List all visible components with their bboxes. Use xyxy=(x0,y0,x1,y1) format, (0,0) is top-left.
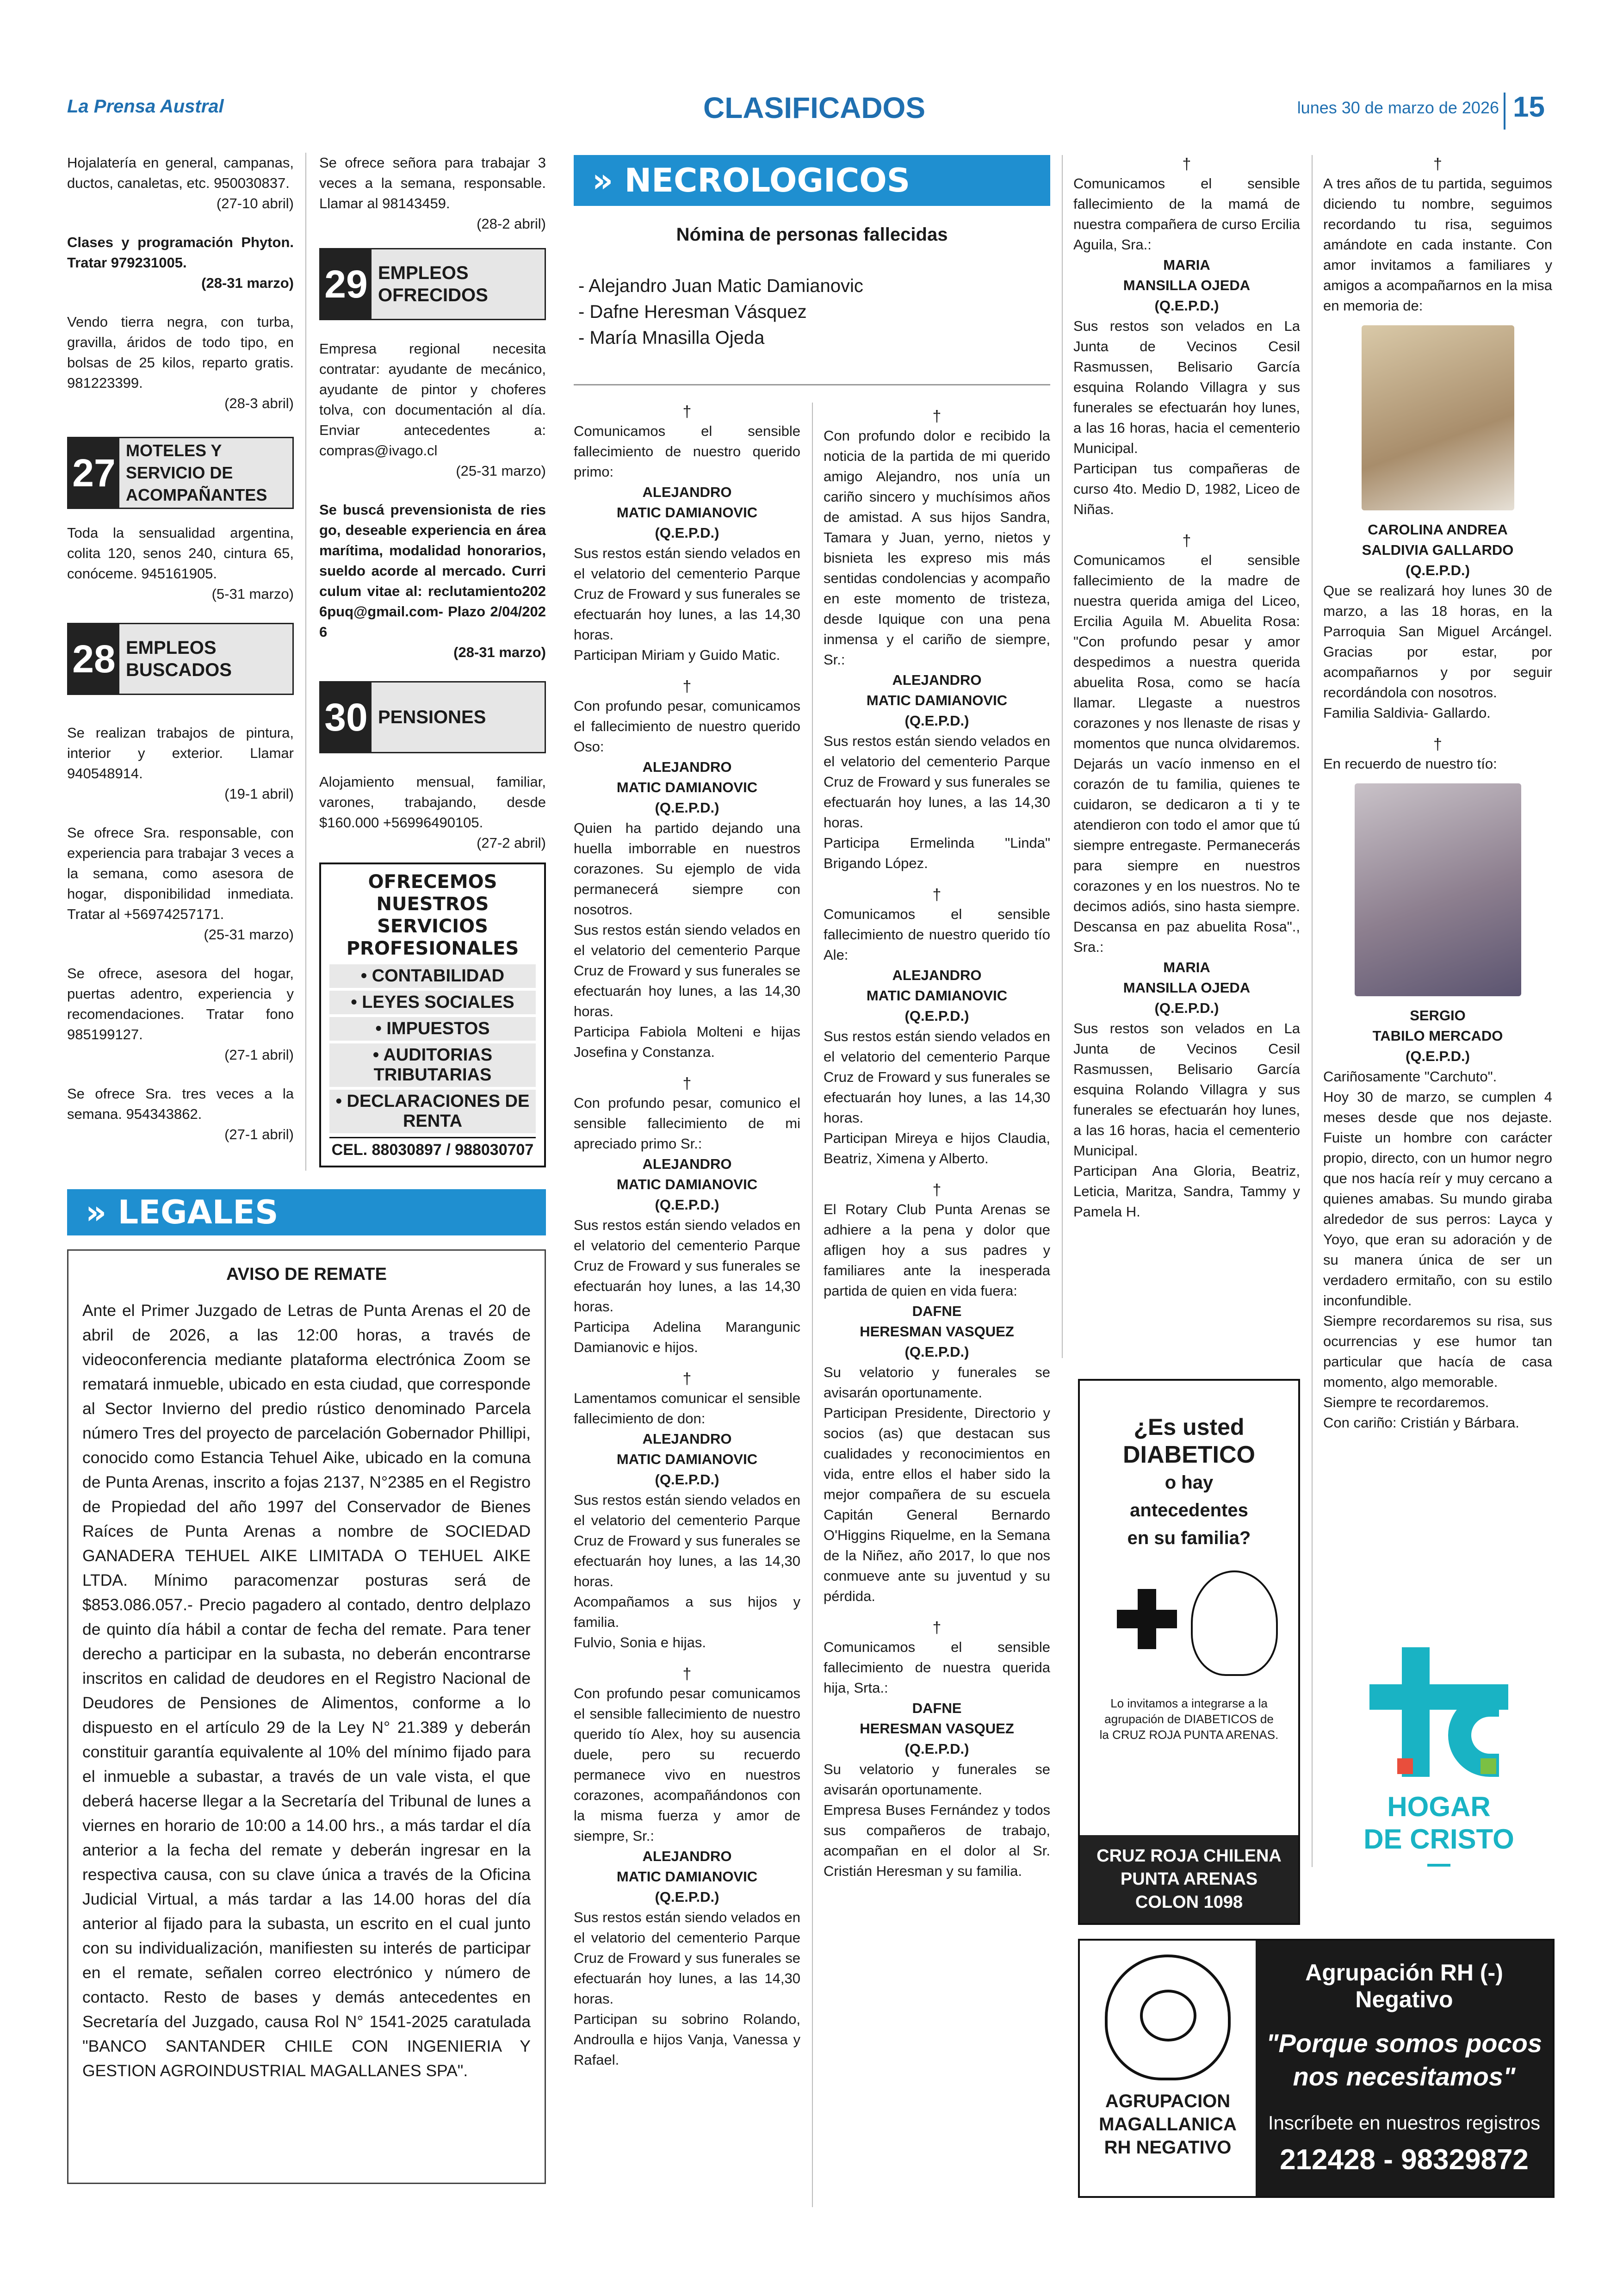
section-title: CLASIFICADOS xyxy=(703,91,925,124)
column-divider xyxy=(1062,155,1063,1358)
classified-ad: Toda la sensualidad argentina, colita 120, senos 240, cintura 65, conóceme. 945161905. (5-31 marzo) xyxy=(67,525,294,602)
services-title: OFRECEMOS NUESTROS SERVICIOS PROFESIONALES xyxy=(346,871,519,959)
auction-title: AVISO DE REMATE xyxy=(226,1265,387,1284)
classified-ad: Vendo tierra negra, con turba, gravilla, áridos de todo tipo, en bolsas de 25 kilos, reparto gratis. 981223399. (28-3 abril) xyxy=(67,314,294,411)
category-29-header: 29 EMPLEOS OFRECIDOS xyxy=(319,248,546,320)
obituary: † Con profundo pesar, comunico el sensible fallecimiento de mi apreciado primo Sr.: ALEJANDRO MATIC DAMIANOVIC (Q.E.P.D.) Sus restos están siendo velados en el velatorio del cementerio Parque Cruz de Froward y sus funerales se efectuarán hoy lunes, a las 14,30 horas. Participa Adelina Marangunic Damianovic e hijos. xyxy=(574,1075,800,1355)
diabetic-illustration xyxy=(1080,1561,1298,1691)
rh-org-name: AGRUPACION MAGALLANICA RH NEGATIVO xyxy=(1099,2091,1237,2158)
rh-cta: Inscríbete en nuestros registros xyxy=(1268,2112,1541,2134)
obituary: † Con profundo pesar, comunicamos el fallecimiento de nuestro querido Oso: ALEJANDRO MATIC DAMIANOVIC (Q.E.P.D.) Quien ha partido dejando una huella imborrable en nuestros corazones. Su ejemplo de vida permanecerá siempre con nosotros. Sus restos están siendo velados en el velatorio del cementerio Parque Cruz de Froward y sus funerales se efectuarán hoy lunes, a las 14,30 horas. Participa Fabiola Molteni e hijas Josefina y Constanza. xyxy=(574,678,800,1060)
obituary: † Con profundo dolor e recibido la noticia de la partida de mi querido amigo Alejandro, nos unía un cariño sincero y muchísimos años de amistad. A sus hijos Sandra, Tamara y Juan, yerno, nietos y bisnieta les expreso mis más sentidas condolencias y acompaño en este momento de tristeza, desde Iquique con una pena inmensa y el cariño de siempre, Sr.: ALEJANDRO MATIC DAMIANOVIC (Q.E.P.D.) Sus restos están siendo velados en el velatorio del cementerio Parque Cruz de Froward y sus funerales se efectuarán hoy lunes, a las 14,30 horas. Participa Ermelinda "Linda" Brigando López. xyxy=(824,408,1050,871)
classified-ad: Hojalatería en general, campanas, ductos, canaletas, etc. 950030837. (27-10 abril) xyxy=(67,155,294,211)
classified-ad: Empresa regional necesita contratar: ayudante de mecánico, ayudante de pintor y choferes tolva, con documentación al día. Enviar antecedentes a: compras@ivago.cl (25-31 marzo) xyxy=(319,341,546,479)
necro-column-3 xyxy=(574,403,800,2070)
diabetic-question: ¿Es usted DIABETICO o hay antecedentes en su familia? xyxy=(1123,1414,1255,1548)
rh-left-panel xyxy=(1080,1941,1256,2196)
nomina-item: - María Mnasilla Ojeda xyxy=(578,328,765,348)
obituary: † En recuerdo de nuestro tío: SERGIO TABILO MERCADO (Q.E.P.D.) Cariñosamente "Carchuto". Hoy 30 de marzo, se cumplen 4 meses desde que nos dejaste. Fuiste un hombre con carácter propio, directo, con un humor negro que nos hacía reír y muy cercano a quienes amabas. Su mundo giraba alrededor de sus perros: Layca y Yoyo, que eran su adoración y de su manera única de ser un verdadero ermitaño, con su estilo inconfundible. Siempre recordaremos su risa, sus ocurrencias y ese humor tan particular que hacía de casa momento, algo memorable. Siempre te recordaremos. Con cariño: Cristián y Bárbara. xyxy=(1323,736,1552,1431)
obituary: † A tres años de tu partida, seguimos diciendo tu nombre, seguimos recordando tu risa, seguimos amándote en cada instante. Con amor invitamos a familiares y amigos a acompañarnos en la misa en memoria de: CAROLINA ANDREA SALDIVIA GALLARDO (Q.E.P.D.) Que se realizará hoy lunes 30 de marzo, a las 18 horas, en la Parroquia San Miguel Arcángel. Gracias por estar, por acompañarnos y por seguir recordándola con nosotros. Familia Saldivia- Gallardo. xyxy=(1323,155,1552,721)
newspaper-name: La Prensa Austral xyxy=(67,96,224,117)
rh-negativo-ad xyxy=(1078,1939,1555,2198)
obituary: † Comunicamos el sensible fallecimiento de nuestro querido tío Ale: ALEJANDRO MATIC DAMIANOVIC (Q.E.P.D.) Sus restos están siendo velados en el velatorio del cementerio Parque Cruz de Froward y sus funerales se efectuarán hoy lunes, a las 14,30 horas. Participan Mireya e hijos Claudia, Beatriz, Ximena y Alberto. xyxy=(824,886,1050,1167)
nomina-list xyxy=(578,273,1041,351)
nomina-item: - Alejandro Juan Matic Damianovic xyxy=(578,276,863,296)
classified-ad: Se realizan trabajos de pintura, interior y exterior. Llamar 940548914. (19-1 abril) xyxy=(67,725,294,802)
column-2 xyxy=(319,153,546,1167)
rh-phones: 212428 - 98329872 xyxy=(1280,2144,1529,2176)
nomina-divider xyxy=(574,384,1050,385)
classified-ad: Alojamiento mensual, familiar, varones, trabajando, desde $160.000 +56996490105. (27-2 abril) xyxy=(319,774,546,851)
obituary: † Con profundo pesar comunicamos el sensible fallecimiento de nuestro querido tío Alex, hoy su ausencia duele, pero su recuerdo permanece vivo en nuestros corazones, acompañándonos con la misma fuerza y amor de siempre, Sr.: ALEJANDRO MATIC DAMIANOVIC (Q.E.P.D.) Sus restos están siendo velados en el velatorio del cementerio Parque Cruz de Froward y sus funerales se efectuarán hoy lunes, a las 14,30 horas. Participan su sobrino Rolando, Androulla e hijos Vanja, Vanessa y Rafael. xyxy=(574,1665,800,2068)
nomina-title: Nómina de personas fallecidas xyxy=(676,224,948,245)
heart-hand-icon xyxy=(1105,1955,1231,2080)
auction-notice xyxy=(67,1249,546,2184)
hogar-de-cristo-logo xyxy=(1342,1643,1536,1893)
classified-ad: Se ofrece Sra. responsable, con experiencia para trabajar 3 veces a la semana, como asesora de hogar, disponibilidad inmediata. Tratar al +56974257171. (25-31 marzo) xyxy=(67,825,294,943)
classified-ad: Clases y programación Phyton. Tratar 979231005. (28-31 marzo) xyxy=(67,234,294,291)
services-list: • CONTABILIDAD • LEYES SOCIALES • IMPUESTOS • AUDITORIAS TRIBUTARIAS • DECLARACIONES DE RENTA xyxy=(329,964,536,1133)
obituary: † El Rotary Club Punta Arenas se adhiere a la pena y dolor que afligen hoy a sus padres y familiares ante la inesperada partida de quien en vida fuera: DAFNE HERESMAN VASQUEZ (Q.E.P.D.) Su velatorio y funerales se avisarán oportunamente. Participan Presidente, Directorio y socios (as) que destacan sus cualidades y reconocimientos en vida, entre ellos el haber sido la mejor compañera de su escuela Capitán General Bernardo O'Higgins Riquelme, en la Semana de la Niñez, año 2017, lo que nos conmueve ante su juventud y su pérdida. xyxy=(824,1181,1050,1604)
obituary: † Comunicamos el sensible fallecimiento de nuestra querida hija, Srta.: DAFNE HERESMAN VASQUEZ (Q.E.P.D.) Su velatorio y funerales se avisarán oportunamente. Empresa Buses Fernández y todos sus compañeros de trabajo, acompañan en el dolor al Sr. Cristián Heresman y su familia. xyxy=(824,1619,1050,1879)
legales-banner: » LEGALES xyxy=(67,1189,546,1235)
necrologicos-banner: » NECROLOGICOS xyxy=(574,155,1050,206)
column-1 xyxy=(67,153,294,1145)
category-28-header: 28 EMPLEOS BUSCADOS xyxy=(67,623,294,695)
header-divider xyxy=(1504,93,1505,130)
necro-column-4 xyxy=(824,407,1050,1881)
diabetic-ad xyxy=(1078,1379,1300,1925)
obituary: † Comunicamos el sensible fallecimiento de la mamá de nuestra compañera de curso Ercilia Aguila, Sra.: MARIA MANSILLA OJEDA (Q.E.P.D.) Sus restos son velados en La Junta de Vecinos Cesil Rasmussen, Belisario García esquina Rolando Villagra y sus funerales se efectuarán hoy lunes, a las 16 horas, hacia el cementerio Municipal. Participan tus compañeras de curso 4to. Medio D, 1982, Liceo de Niñas. xyxy=(1073,155,1300,517)
services-phone: CEL. 88030897 / 988030707 xyxy=(329,1137,536,1159)
classified-ad: Se buscá prevensionista de riesgo, deseable experiencia en área marítima, modalidad honorarios, sueldo acorde al mercado. Curriculum vitae al: reclutamiento2026puq@gmail.com- Plazo 2/04/2026 (28-31 marzo) xyxy=(319,502,546,660)
classified-ad: Se ofrece, asesora del hogar, puertas adentro, experiencia y recomendaciones. Tratar fono 985199127. (27-1 abril) xyxy=(67,965,294,1063)
pointing-hand-icon xyxy=(1191,1570,1278,1676)
category-30-header: 30 PENSIONES xyxy=(319,681,546,753)
classified-ad: Se ofrece Sra. tres veces a la semana. 954343862. (27-1 abril) xyxy=(67,1086,294,1142)
rh-slogan: "Porque somos pocos nos necesitamos" xyxy=(1266,2029,1542,2091)
portrait-photo xyxy=(1355,783,1521,996)
hogar-logo-mark-icon xyxy=(1369,1643,1508,1781)
column-divider xyxy=(305,153,306,1171)
obituary: † Comunicamos el sensible fallecimiento de nuestro querido primo: ALEJANDRO MATIC DAMIANOVIC (Q.E.P.D.) Sus restos están siendo velados en el velatorio del cementerio Parque Cruz de Froward y sus funerales se efectuarán hoy lunes, a las 14,30 horas. Participan Miriam y Guido Matic. xyxy=(574,403,800,663)
necro-column-6 xyxy=(1323,155,1552,1433)
services-ad xyxy=(319,863,546,1167)
rh-right-panel xyxy=(1256,1941,1553,2196)
obituary: † Lamentamos comunicar el sensible fallecimiento de don: ALEJANDRO MATIC DAMIANOVIC (Q.E.P.D.) Sus restos están siendo velados en el velatorio del cementerio Parque Cruz de Froward y sus funerales se efectuarán hoy lunes, a las 14,30 horas. Acompañamos a sus hijos y familia. Fulvio, Sonia e hijas. xyxy=(574,1370,800,1651)
classified-ad: Se ofrece señora para trabajar 3 veces a la semana, responsable. Llamar al 98143459. (28-2 abril) xyxy=(319,155,546,232)
diabetic-footer: CRUZ ROJA CHILENA PUNTA ARENAS COLON 1098 xyxy=(1080,1835,1298,1923)
column-divider xyxy=(1312,155,1313,1867)
rh-title: Agrupación RH (-) Negativo xyxy=(1305,1960,1503,2012)
necro-column-5 xyxy=(1073,155,1300,1222)
issue-date: lunes 30 de marzo de 2026 xyxy=(1297,98,1499,117)
portrait-photo xyxy=(1362,325,1514,510)
category-27-header: 27 MOTELES Y SERVICIO DE ACOMPAÑANTES xyxy=(67,437,294,509)
hogar-name: HOGAR DE CRISTO xyxy=(1363,1791,1514,1855)
obituary: † Comunicamos el sensible fallecimiento de la madre de nuestra querida amiga del Liceo, Ercilia Aguila M. Abuelita Rosa: "Con profundo pesar y amor despedimos a nuestra querida abuelita Rosa, como se hacía llamar. Llegaste a nuestros corazones y nos llenaste de risas y momentos que nunca olvidaremos. Dejarás un vacío inmenso en el corazón de tu familia, quienes te cuidaron, se dedicaron a ti y te atendieron con todo el amor que tú siempre entregaste. Permanecerás para siempre en nuestros corazones y en los nuestros. No te decimos adiós, sino hasta siempre. Descansa en paz abuelita Rosa"., Sra.: MARIA MANSILLA OJEDA (Q.E.P.D.) Sus restos son velados en La Junta de Vecinos Cesil Rasmussen, Belisario García esquina Rolando Villagra y sus funerales se efectuarán hoy lunes, a las 16 horas, hacia el cementerio Municipal. Participan Ana Gloria, Beatriz, Leticia, Maritza, Sandra, Tammy y Pamela H. xyxy=(1073,532,1300,1220)
page-number: 15 xyxy=(1513,91,1545,123)
diabetic-invite: Lo invitamos a integrarse a la agrupación de DIABETICOS de la CRUZ ROJA PUNTA ARENAS. xyxy=(1099,1696,1279,1742)
nomina-item: - Dafne Heresman Vásquez xyxy=(578,302,807,322)
column-divider xyxy=(812,403,813,2207)
plus-icon xyxy=(1117,1589,1177,1649)
auction-body: Ante el Primer Juzgado de Letras de Punta Arenas el 20 de abril de 2026, a las 12:00 horas, a través de videoconferencia mediante plataforma electrónica Zoom se rematará inmueble, ubicado en esta ciudad, que corresponde al Sector Invierno del predio rústico denominado Parcela número Tres del proyecto de parcelación Gobernador Phillipi, conocido como Estancia Tehuel Aike, ubicado en la comuna de Punta Arenas, inscrito a fojas 2137, N°2385 en el Registro de Propiedad del año 1997 del Conservador de Bienes Raíces de Punta Arenas a nombre de SOCIEDAD GANADERA TEHUEL AIKE LIMITADA O TEHUEL AIKE LTDA. Mínimo paracomenzar posturas será de $853.086.057.- Precio pagadero al contado, dentro delplazo de quinto día hábil a contar de fecha del remate. Para tener derecho a participar en la subasta, no deberán encontrarse inscritos en calidad de deudores en el Registro Nacional de Deudores de Pensiones de Alimentos, conforme a lo dispuesto en el artículo 29 de la Ley N° 21.389 y deberán constituir garantía equivalente al 10% del mínimo fijado para el inmueble a subastar, a través de un vale vista, el que deberá hacerse llegar a la Secretaría del Tribunal de lunes a viernes en horario de 10:00 a 14.00 hrs., a más tardar el día anterior a la fecha del remate y deberán ingresar en la respectiva causa, con su clave única a través de la Oficina Judicial Virtual, a más tardar a las 14.00 horas del día anterior al fijado para la subasta, un escrito en el cual junto con su individualización, manifiesten su interés de participar en el remate, señalen correo electrónico y número de contacto. Resto de bases y demás antecedentes en Secretaría del Juzgado, causa Rol N° 1541-2025 caratulada "BANCO SANTANDER CHILE CON INGENIERIA Y GESTION AGROINDUSTRIAL MAGALLANES SPA". xyxy=(82,1301,531,2080)
